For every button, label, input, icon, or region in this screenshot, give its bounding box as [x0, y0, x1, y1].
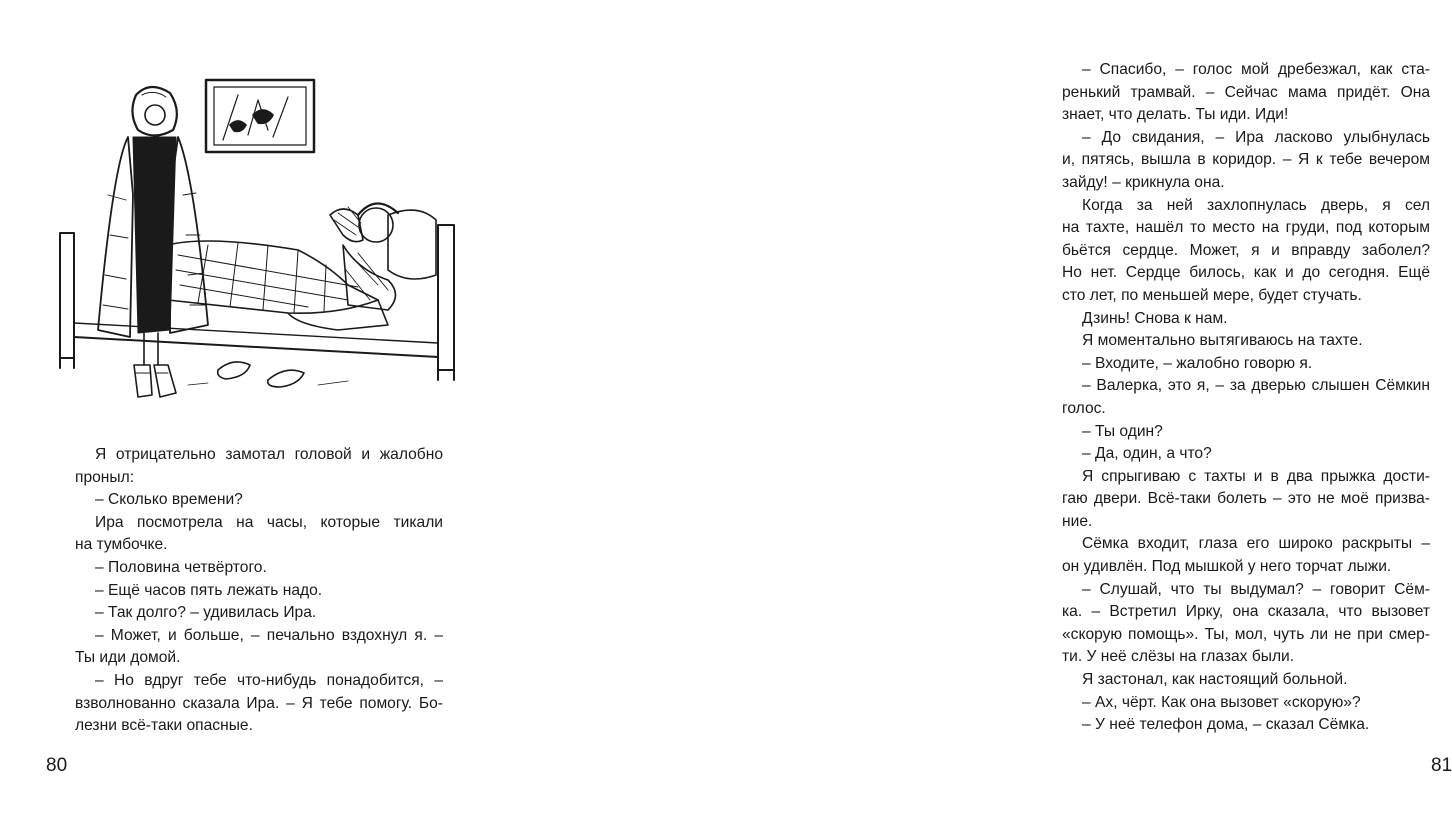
paragraph — [1062, 330, 1430, 353]
paragraph — [1062, 421, 1430, 444]
paragraph — [75, 670, 443, 738]
text-line: Я моментально вытягиваюсь на тахте. — [1082, 332, 1363, 350]
paragraph — [75, 557, 443, 580]
text-line: – До свидания, – Ира ласково улыбнулась — [1082, 128, 1430, 146]
text-line: – Половина четвёртого. — [95, 558, 267, 576]
text-line: на тахте, нашёл то место на груди, под которым — [1062, 219, 1430, 237]
text-line: Ира посмотрела на часы, которые тикали — [95, 513, 443, 531]
text-line: сто лет, по меньшей мере, будет стучать. — [1062, 286, 1362, 304]
page-number-right: 81 — [1431, 755, 1452, 776]
text-line: и, пятясь, вышла в коридор. – Я к тебе вечером — [1062, 151, 1430, 169]
text-line: знает, что делать. Ты иди. Иди! — [1062, 106, 1289, 124]
text-line: голос. — [1062, 399, 1106, 417]
paragraph — [1062, 195, 1430, 308]
text-line: зайду! – крикнула она. — [1062, 173, 1225, 191]
paragraph — [1062, 308, 1430, 331]
text-line: – Да, один, а что? — [1082, 445, 1212, 463]
paragraph — [1062, 127, 1430, 195]
paragraph — [75, 580, 443, 603]
text-line: – Ещё часов пять лежать надо. — [95, 581, 323, 599]
illustration-drawing — [58, 75, 458, 405]
text-line: – Ты один? — [1082, 422, 1163, 440]
text-line: Ты иди домой. — [75, 649, 181, 667]
right-page-text — [1062, 59, 1430, 737]
text-line: Но нет. Сердце билось, как и до сегодня. Ещё — [1062, 264, 1430, 282]
paragraph — [1062, 579, 1430, 669]
text-line: ка. – Встретил Ирку, она сказала, что вызовет — [1062, 603, 1430, 621]
text-line: ние. — [1062, 512, 1093, 530]
paragraph — [1062, 669, 1430, 692]
text-line: – Валерка, это я, – за дверью слышен Сёмкин — [1082, 377, 1430, 395]
paragraph — [1062, 692, 1430, 715]
paragraph — [75, 625, 443, 670]
text-line: – Входите, – жалобно говорю я. — [1082, 354, 1313, 372]
text-line: – Может, и больше, – печально вздохнул я. – — [95, 626, 443, 644]
text-line: – Так долго? – удивилась Ира. — [95, 604, 317, 622]
paragraph — [1062, 443, 1430, 466]
text-line: «скорую помощь». Ты, мол, чуть ли не при смер- — [1062, 625, 1430, 643]
paragraph — [1062, 714, 1430, 737]
text-line: ти. У неё слёзы на глазах были. — [1062, 648, 1295, 666]
text-line: на тумбочке. — [75, 536, 168, 554]
text-line: – Слушай, что ты выдумал? – говорит Сём- — [1082, 580, 1430, 598]
text-line: – Сколько времени? — [95, 491, 243, 509]
text-line: гаю двери. Всё-таки болеть – это не моё призва- — [1062, 490, 1430, 508]
left-page-text — [75, 444, 443, 738]
text-line: Дзинь! Снова к нам. — [1082, 309, 1228, 327]
text-line: проныл: — [75, 468, 135, 486]
text-line: Сёмка входит, глаза его широко раскрыты – — [1082, 535, 1430, 553]
text-line: он удивлён. Под мышкой у него торчат лыжи. — [1062, 558, 1392, 576]
paragraph — [75, 489, 443, 512]
text-line: Я спрыгиваю с тахты и в два прыжка дости- — [1082, 467, 1430, 485]
text-line: бьётся сердце. Может, я и вправду заболел? — [1062, 241, 1430, 259]
paragraph — [1062, 59, 1430, 127]
text-line: – Спасибо, – голос мой дребезжал, как ста- — [1082, 61, 1430, 78]
page-number-left: 80 — [46, 755, 68, 776]
text-line: Я застонал, как настоящий больной. — [1082, 671, 1348, 689]
left-page — [0, 0, 500, 827]
text-line: Я отрицательно замотал головой и жалобно — [95, 446, 443, 463]
bedroom-illustration — [58, 75, 458, 405]
text-line: – Ах, чёрт. Как она вызовет «скорую»? — [1082, 693, 1361, 711]
paragraph — [75, 512, 443, 557]
paragraph — [75, 444, 443, 489]
text-line: ренький трамвай. – Сейчас мама придёт. Она — [1062, 83, 1430, 101]
text-line: Когда за ней захлопнулась дверь, я сел — [1082, 196, 1430, 214]
paragraph — [1062, 375, 1430, 420]
text-line: – У неё телефон дома, – сказал Сёмка. — [1082, 716, 1370, 734]
text-line: – Но вдруг тебе что-нибудь понадобится, – — [95, 671, 443, 689]
right-page — [500, 0, 1452, 827]
paragraph — [1062, 533, 1430, 578]
text-line: взволнованно сказала Ира. – Я тебе помогу. Бо- — [75, 694, 443, 712]
paragraph — [75, 602, 443, 625]
text-line: лезни всё-таки опасные. — [75, 717, 253, 735]
paragraph — [1062, 466, 1430, 534]
paragraph — [1062, 353, 1430, 376]
